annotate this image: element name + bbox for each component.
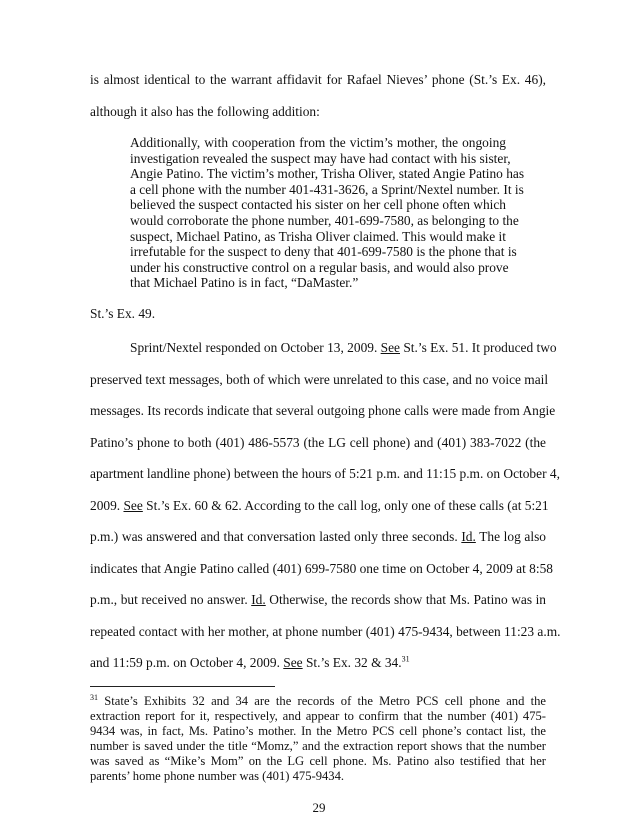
- footnote-separator: [90, 686, 275, 687]
- body-line: p.m., but received no answer. Id. Otherwise, the records show that Ms. Patino was in: [90, 592, 546, 607]
- body-line: Patino’s phone to both (401) 486-5573 (the LG cell phone) and (401) 383-7022 (the: [90, 435, 546, 450]
- body-line: p.m.) was answered and that conversation lasted only three seconds. Id. The log also: [90, 529, 546, 544]
- body-line: and 11:59 p.m. on October 4, 2009. See St.’s Ex. 32 & 34.31: [90, 654, 410, 670]
- body-line: 2009. See St.’s Ex. 60 & 62. According to the call log, only one of these calls (at 5:21: [90, 498, 549, 513]
- footnote-number: 31: [90, 692, 98, 702]
- body-line: although it also has the following addition:: [90, 104, 320, 119]
- page-number: 29: [312, 800, 326, 815]
- block-quote-line: believed the suspect contacted his sister on her cell phone often which: [130, 197, 506, 212]
- see-signal: See: [123, 498, 143, 513]
- block-quote-line: Additionally, with cooperation from the victim’s mother, the ongoing: [130, 135, 506, 150]
- see-signal: See: [380, 340, 400, 355]
- block-quote-line: that Michael Patino is in fact, “DaMaster.”: [130, 275, 359, 290]
- body-line: Sprint/Nextel responded on October 13, 2009. See St.’s Ex. 51. It produced two: [130, 340, 557, 355]
- block-quote-line: suspect, Michael Patino, as Trisha Oliver claimed. This would make it: [130, 229, 506, 244]
- footnote-line: 9434 was, in fact, Ms. Patino’s mother. In the Metro PCS cell phone’s contact list, the: [90, 724, 546, 738]
- footnote-line: $^{31}$ State’s Exhibits 32 and 34 are the records of the Metro PCS cell phone and the: [90, 692, 546, 708]
- block-quote-line: would corroborate the phone number, 401-699-7580, as belonging to the: [130, 213, 519, 228]
- id-signal: Id.: [251, 592, 266, 607]
- footnote-line: parents’ home phone number was (401) 475-9434.: [90, 769, 345, 783]
- see-signal: See: [283, 655, 303, 670]
- body-line: messages. Its records indicate that several outgoing phone calls were made from Angie: [90, 403, 556, 418]
- body-line: is almost identical to the warrant affidavit for Rafael Nieves’ phone (St.’s Ex. 46),: [90, 72, 546, 87]
- body-line: preserved text messages, both of which were unrelated to this case, and no voice mail: [90, 372, 549, 387]
- block-quote-line: investigation revealed the suspect may have had contact with his sister,: [130, 151, 511, 166]
- body-line: indicates that Angie Patino called (401) 699-7580 one time on October 4, 2009 at 8:58: [90, 561, 553, 576]
- block-quote-line: Angie Patino. The victim’s mother, Trisha Oliver, stated Angie Patino has: [130, 166, 525, 181]
- body-line: apartment landline phone) between the hours of 5:21 p.m. and 11:15 p.m. on October 4,: [90, 466, 560, 481]
- block-quote-line: under his constructive control on a regular basis, and would also prove: [130, 260, 509, 275]
- footnote-line: extraction report for it, respectively, and appear to confirm that the number (401) 475-: [90, 709, 546, 723]
- id-signal: Id.: [461, 529, 476, 544]
- block-quote-line: a cell phone with the number 401-431-3626, a Sprint/Nextel number. It is: [130, 182, 524, 197]
- citation: St.’s Ex. 49.: [90, 306, 156, 321]
- footnote-line: was saved as “Mike’s Mom” on the LG cell phone. Ms. Patino also testified that her: [90, 754, 546, 768]
- footnote-line: number is saved under the title “Momz,” and the extraction report shows that the number: [90, 739, 546, 753]
- body-line: repeated contact with her mother, at phone number (401) 475-9434, between 11:23 a.m.: [90, 624, 561, 639]
- block-quote-line: irrefutable for the suspect to deny that 401-699-7580 is the phone that is: [130, 244, 517, 259]
- footnote-reference: 31: [401, 654, 410, 664]
